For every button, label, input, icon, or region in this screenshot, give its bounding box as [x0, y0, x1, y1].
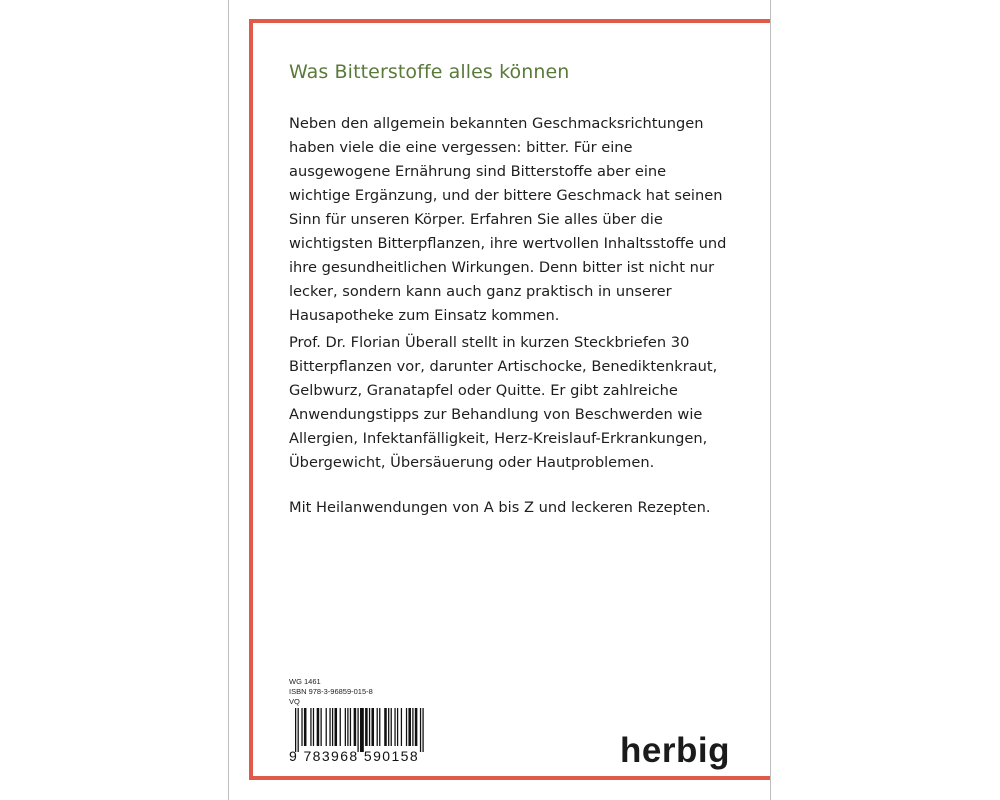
- barcode-bars: [295, 708, 425, 752]
- barcode-bar: [408, 708, 411, 746]
- barcode-bar: [365, 708, 368, 746]
- barcode-bar: [357, 708, 358, 752]
- barcode-bar: [394, 708, 395, 746]
- barcode-bar: [345, 708, 346, 746]
- barcode-bar: [412, 708, 413, 746]
- barcode-bar: [304, 708, 307, 746]
- barcode-bar: [377, 708, 378, 746]
- cover-title: Was Bitterstoffe alles können: [289, 61, 570, 83]
- barcode-bar: [313, 708, 314, 746]
- barcode-bar: [301, 708, 302, 746]
- barcode-bar: [388, 708, 389, 746]
- barcode-bar: [415, 708, 418, 746]
- barcode-bar: [329, 708, 330, 746]
- barcode-bar: [350, 708, 351, 746]
- barcode-bar: [397, 708, 398, 746]
- barcode-bar: [340, 708, 341, 746]
- barcode-bar: [332, 708, 333, 746]
- barcode-bar: [317, 708, 320, 746]
- blurb-paragraph-1: Neben den allgemein bekannten Geschmacksrichtungen haben viele die eine vergessen: bitter. Für eine ausgewogene Ernährung sind Bitterstoffe aber eine wichtige Ergänzung, und der bittere Geschmack hat seinen Sinn für unseren Körper. Erfahren Sie alles über die wichtigsten Bitterpflanzen, ihre wertvollen Inhaltsstoffe und ihre gesundheitlichen Wirkungen. Denn bitter ist nicht nur lecker, sondern kann auch ganz praktisch in unserer Hausapotheke zum Einsatz kommen.: [289, 115, 727, 324]
- barcode-bar: [320, 708, 321, 746]
- blurb-paragraph-3: Mit Heilanwendungen von A bis Z und leckeren Rezepten.: [289, 499, 711, 516]
- book-meta: [289, 677, 373, 707]
- publisher-logo: herbig: [620, 731, 730, 770]
- barcode-number: 9 783968 590158: [289, 748, 419, 764]
- barcode-bar: [401, 708, 402, 746]
- barcode-bar: [420, 708, 421, 752]
- barcode-bar: [354, 708, 357, 746]
- isbn-text: ISBN 978-3-96859-015-8: [289, 687, 373, 696]
- barcode-bar: [371, 708, 374, 746]
- barcode-bar: [347, 708, 348, 746]
- barcode-bar: [298, 708, 299, 752]
- barcode-bar: [310, 708, 311, 746]
- barcode-bar: [335, 708, 338, 746]
- wg-code: WG 1461: [289, 677, 321, 686]
- barcode-bar: [369, 708, 370, 746]
- blurb-paragraph-2: Prof. Dr. Florian Überall stellt in kurzen Steckbriefen 30 Bitterpflanzen vor, darunter Artischocke, Benediktenkraut, Gelbwurz, Granatapfel oder Quitte. Er gibt zahlreiche Anwendungstipps zur Behandlung von Beschwerden wie Allergien, Infektanfälligkeit, Herz-Kreislauf-Erkrankungen, Übergewicht, Übersäuerung oder Hautproblemen.: [289, 334, 718, 471]
- barcode-bar: [295, 708, 296, 752]
- barcode-bar: [326, 708, 327, 746]
- barcode: [289, 708, 429, 764]
- barcode-bar: [360, 708, 364, 752]
- barcode-bar: [422, 708, 423, 752]
- barcode-bar: [384, 708, 387, 746]
- barcode-bar: [406, 708, 407, 746]
- barcode-bar: [391, 708, 392, 746]
- barcode-bar: [379, 708, 380, 746]
- vq-code: VQ: [289, 697, 300, 706]
